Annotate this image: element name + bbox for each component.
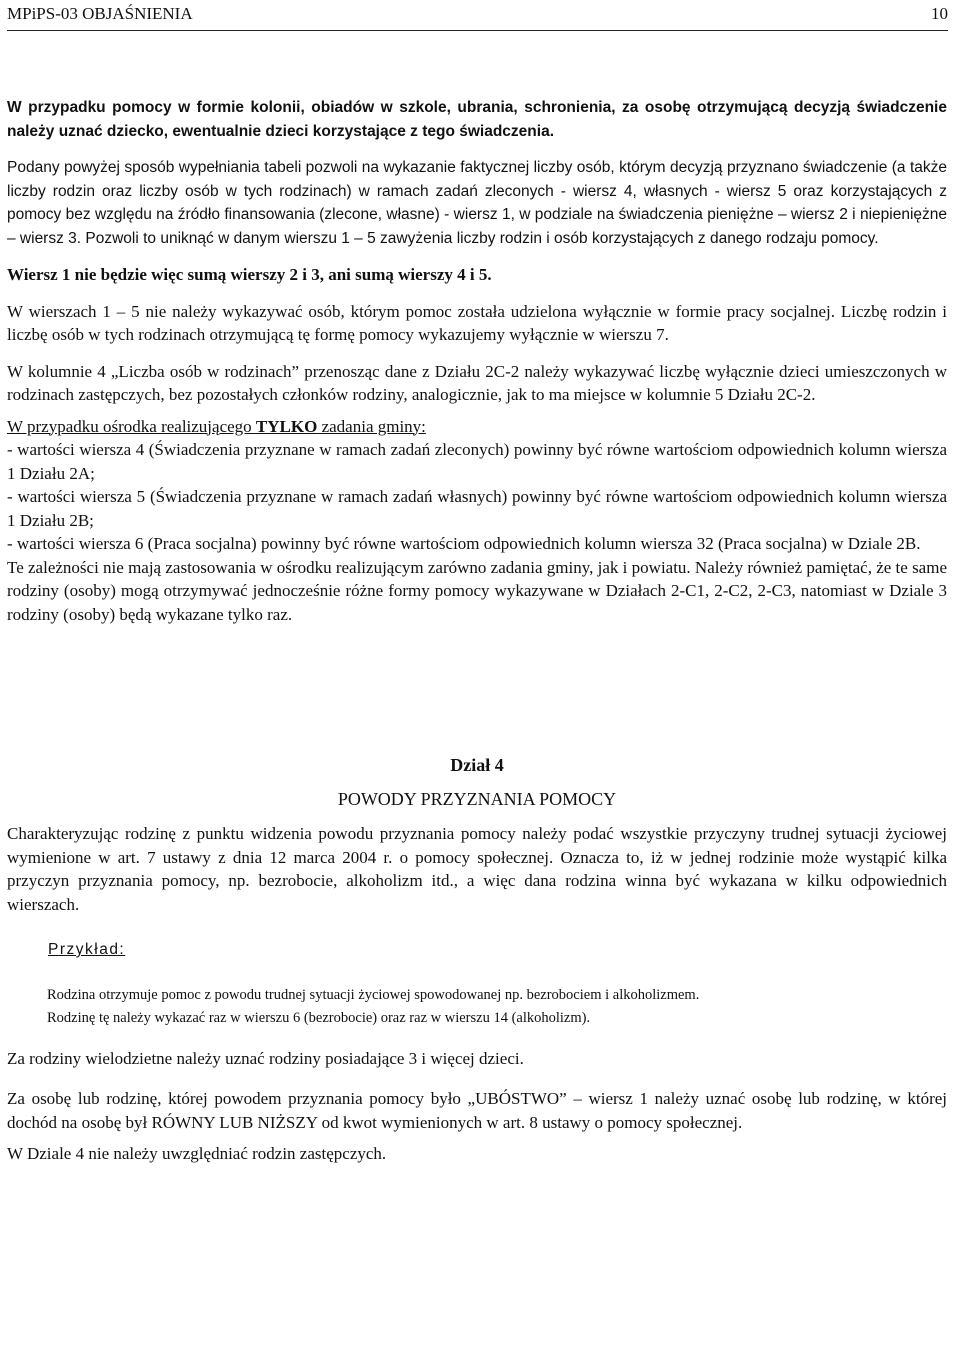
section-subtitle: POWODY PRZYZNANIA POMOCY [337,788,617,809]
list-item-row-5: - wartości wiersza 5 (Świadczenia przyznane w ramach zadań własnych) powinny być równe wartościom odpowiednich kolumn wiersza 1 Działu 2B; [7,487,947,530]
paragraph-table-method: Podany powyżej sposób wypełniania tabeli pozwoli na wykazanie faktycznej liczby osób, którym decyzją przyznano świadczenie (a także liczby rodzin oraz liczby osób w tych rodzinach) w ramach zadań zleconych - wiersz 4, własnych - wiersz 5 oraz korzystających z pomocy bez względu na źródło finansowania (zlecone, własne) - wiersz 1, w podziale na świadczenia pieniężne – wiersz 2 i niepieniężne – wiersz 3. Pozwoli to uniknąć w danym wierszu 1 – 5 zawyżenia liczby rodzin i osób korzystających z danego rodzaju pomocy. [7,159,947,247]
example-label: Przykład: [48,941,126,958]
spacer [7,626,947,754]
paragraph-poverty: Za osobę lub rodzinę, której powodem przyznania pomocy było „UBÓSTWO” – wiersz 1 należy uznać osobę lub rodzinę, w której dochód na osobę był RÓWNY LUB NIŻSZY od kwot wymienionych w art. 8 ustawy o pomocy społecznej. [7,1089,947,1132]
example-line-2: Rodzinę tę należy wykazać raz w wierszu 6 (bezrobocie) oraz raz w wierszu 14 (alkoholizm). [47,1009,591,1026]
gmina-only-a: W przypadku ośrodka realizującego [7,416,256,436]
paragraph-social-work: W wierszach 1 – 5 nie należy wykazywać osób, którym pomoc została udzielona wyłącznie w formie pracy socjalnej. Liczbę rodzin i liczbę osób w tych rodzinach otrzymującą tę formę pomocy wykazujemy wyłącznie w wierszu 7. [7,301,947,344]
paragraph-foster-care-benefit: W przypadku pomocy w formie kolonii, obiadów w szkole, ubrania, schronienia, za osobę otrzymującą decyzją świadczenie należy uznać dziecko, ewentualnie dzieci korzystające z tego świadczenia. [7,99,947,140]
list-item-row-6: - wartości wiersza 6 (Praca socjalna) powinny być równe wartościom odpowiednich kolumn wiersza 32 (Praca socjalna) w Dziale 2B. [7,534,921,553]
paragraph-table-method-b: wiersz 2 i niepieniężne – wiersz 3. Pozwoli to uniknąć w danym wierszu 1 – 5 zawyżenia liczby rodzin i osób korzystających z danego rodzaju pomocy. [7,206,947,247]
paragraph-column-4: W kolumnie 4 „Liczba osób w rodzinach” przenosząc dane z Działu 2C-2 należy wykazywać liczbę wyłącznie dzieci umieszczonych w rodzinach zastępczych, bez pozostałych członków rodziny, analogicznie, jak to ma miejsce w kolumnie 5 Działu 2C-2. [7,361,947,404]
paragraph-gmina-only [7,415,947,439]
paragraph-large-families: Za rodziny wielodzietne należy uznać rodziny posiadające 3 i więcej dzieci. [7,1048,524,1068]
section-title: Dział 4 [450,755,504,775]
paragraph-dependencies: Te zależności nie mają zastosowania w ośrodku realizującym zarówno zadania gminy, jak i powiatu. Należy również pamiętać, że te same rodziny (osoby) mogą otrzymywać jednocześnie różne formy pomocy wykazywane w Działach 2-C1, 2-C2, 2-C3, natomiast w Dziale 3 rodziny (osoby) będą wykazane tylko raz. [7,557,947,624]
example-line-1: Rodzina otrzymuje pomoc z powodu trudnej sytuacji życiowej spowodowanej np. bezrobociem i alkoholizmem. [47,986,700,1003]
page-header [7,2,948,31]
document-body [7,96,947,1166]
paragraph-table-method-a: Podany powyżej sposób wypełniania tabeli pozwoli na wykazanie faktycznej liczby osób, którym decyzją przyznano świadczenie (a także liczby rodzin oraz liczby osób w tych rodzinach) w ramach zadań zleconych - wiersz 4, własnych - wiersz 5 oraz korzystających z pomocy bez względu na źródło finansowania (zlecone, własne) - wiersz 1, w podziale na świadczenia pieniężne [7,159,947,223]
header-title: MPiPS-03 OBJAŚNIENIA [7,4,193,23]
list-item-row-4: - wartości wiersza 4 (Świadczenia przyznane w ramach zadań zleconych) powinny być równe wartościom odpowiednich kolumn wiersza 1 Działu 2A; [7,440,947,483]
paragraph-reasons: Charakteryzując rodzinę z punktu widzenia powodu przyznania pomocy należy podać wszystkie przyczyny trudnej sytuacji życiowej wymienione w art. 7 ustawy z dnia 12 marca 2004 r. o pomocy społecznej. Oznacza to, iż w jednej rodzinie może wystąpić kilka przyczyn przyznania pomocy, np. bezrobocie, alkoholizm itd., a więc dana rodzina winna być wykazana w kilku odpowiednich wierszach. [7,824,947,914]
paragraph-foster-exclusion: W Dziale 4 nie należy uwzględniać rodzin zastępczych. [7,1144,387,1163]
gmina-only-b: TYLKO [255,416,318,436]
paragraph-row-sum-note: Wiersz 1 nie będzie więc sumą wierszy 2 i 3, ani sumą wierszy 4 i 5. [7,265,492,284]
gmina-only-c: zadania gminy: [317,416,426,436]
page-number: 10 [931,4,948,23]
